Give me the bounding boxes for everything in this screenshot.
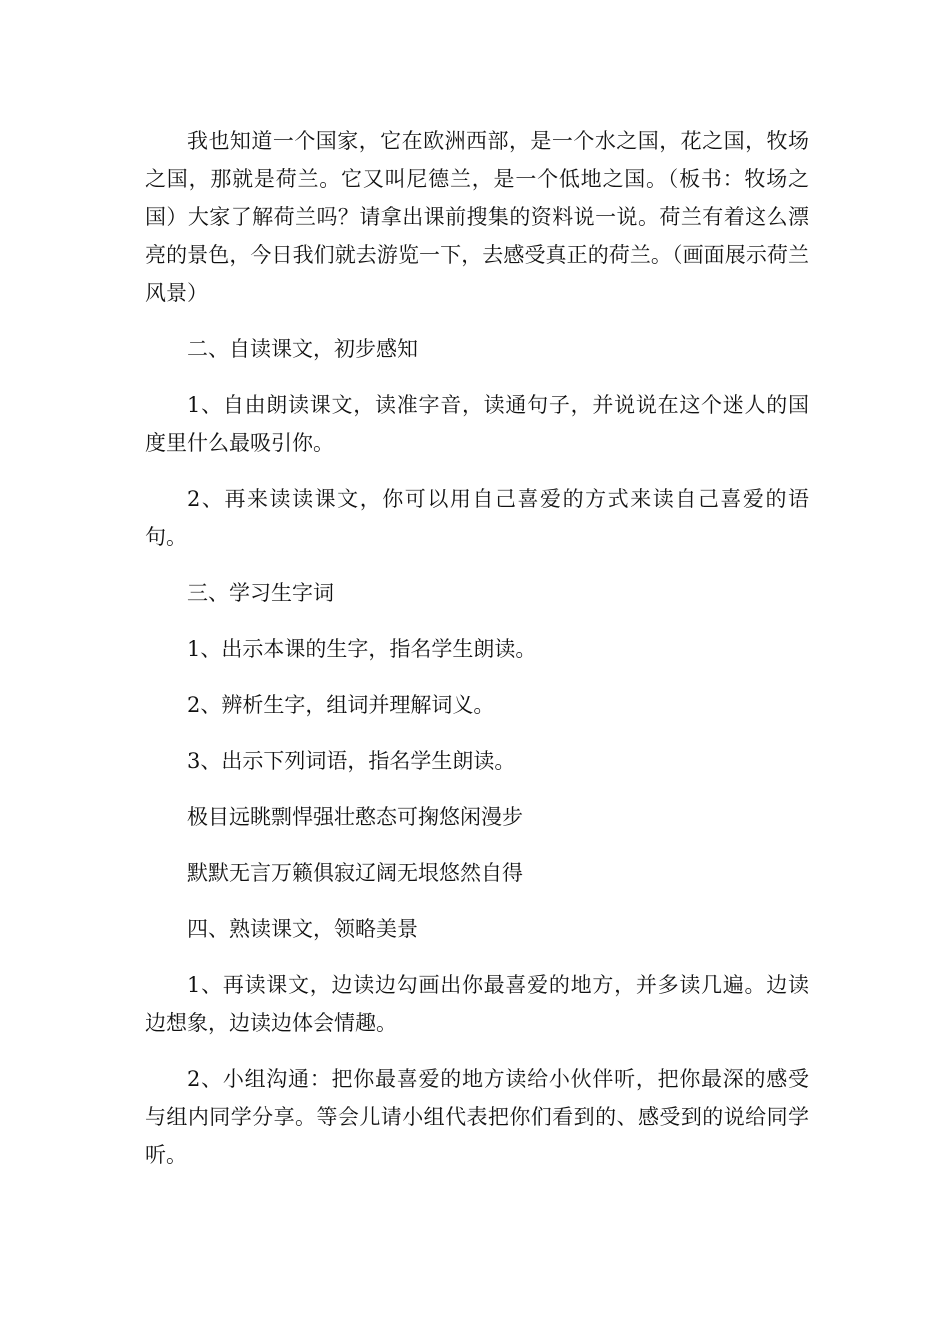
list-item: 2、辨析生字，组词并理解词义。 bbox=[187, 693, 495, 717]
section-heading-self-reading: 二、自读课文，初步感知 bbox=[187, 337, 418, 361]
list-item: 1、再读课文，边读边勾画出你最喜爱的地方，并多读几遍。边读边想象，边读边体会情趣。 bbox=[145, 973, 809, 1035]
intro-paragraph: 我也知道一个国家，它在欧洲西部，是一个水之国，花之国，牧场之国，那就是荷兰。它又叫尼德兰，是一个低地之国。（板书：牧场之国）大家了解荷兰吗？请拿出课前搜集的资料说一说。荷兰有着这么漂亮的景色，今日我们就去游览一下，去感受真正的荷兰。（画面展示荷兰风景） bbox=[145, 129, 809, 305]
document-page bbox=[145, 122, 809, 1174]
list-item: 2、再来读读课文，你可以用自己喜爱的方式来读自己喜爱的语句。 bbox=[145, 487, 809, 549]
word-list-line: 默默无言万籁俱寂辽阔无垠悠然自得 bbox=[187, 861, 523, 885]
list-item: 2、小组沟通：把你最喜爱的地方读给小伙伴听，把你最深的感受与组内同学分享。等会儿请小组代表把你们看到的、感受到的说给同学听。 bbox=[145, 1067, 809, 1167]
word-list-line: 极目远眺剽悍强壮憨态可掬悠闲漫步 bbox=[187, 805, 523, 829]
list-item: 1、自由朗读课文，读准字音，读通句子，并说说在这个迷人的国度里什么最吸引你。 bbox=[145, 393, 809, 455]
section-heading-new-words: 三、学习生字词 bbox=[187, 581, 334, 605]
section-heading-read-text: 四、熟读课文，领略美景 bbox=[187, 917, 418, 941]
list-item: 1、出示本课的生字，指名学生朗读。 bbox=[187, 637, 537, 661]
list-item: 3、出示下列词语，指名学生朗读。 bbox=[187, 749, 516, 773]
